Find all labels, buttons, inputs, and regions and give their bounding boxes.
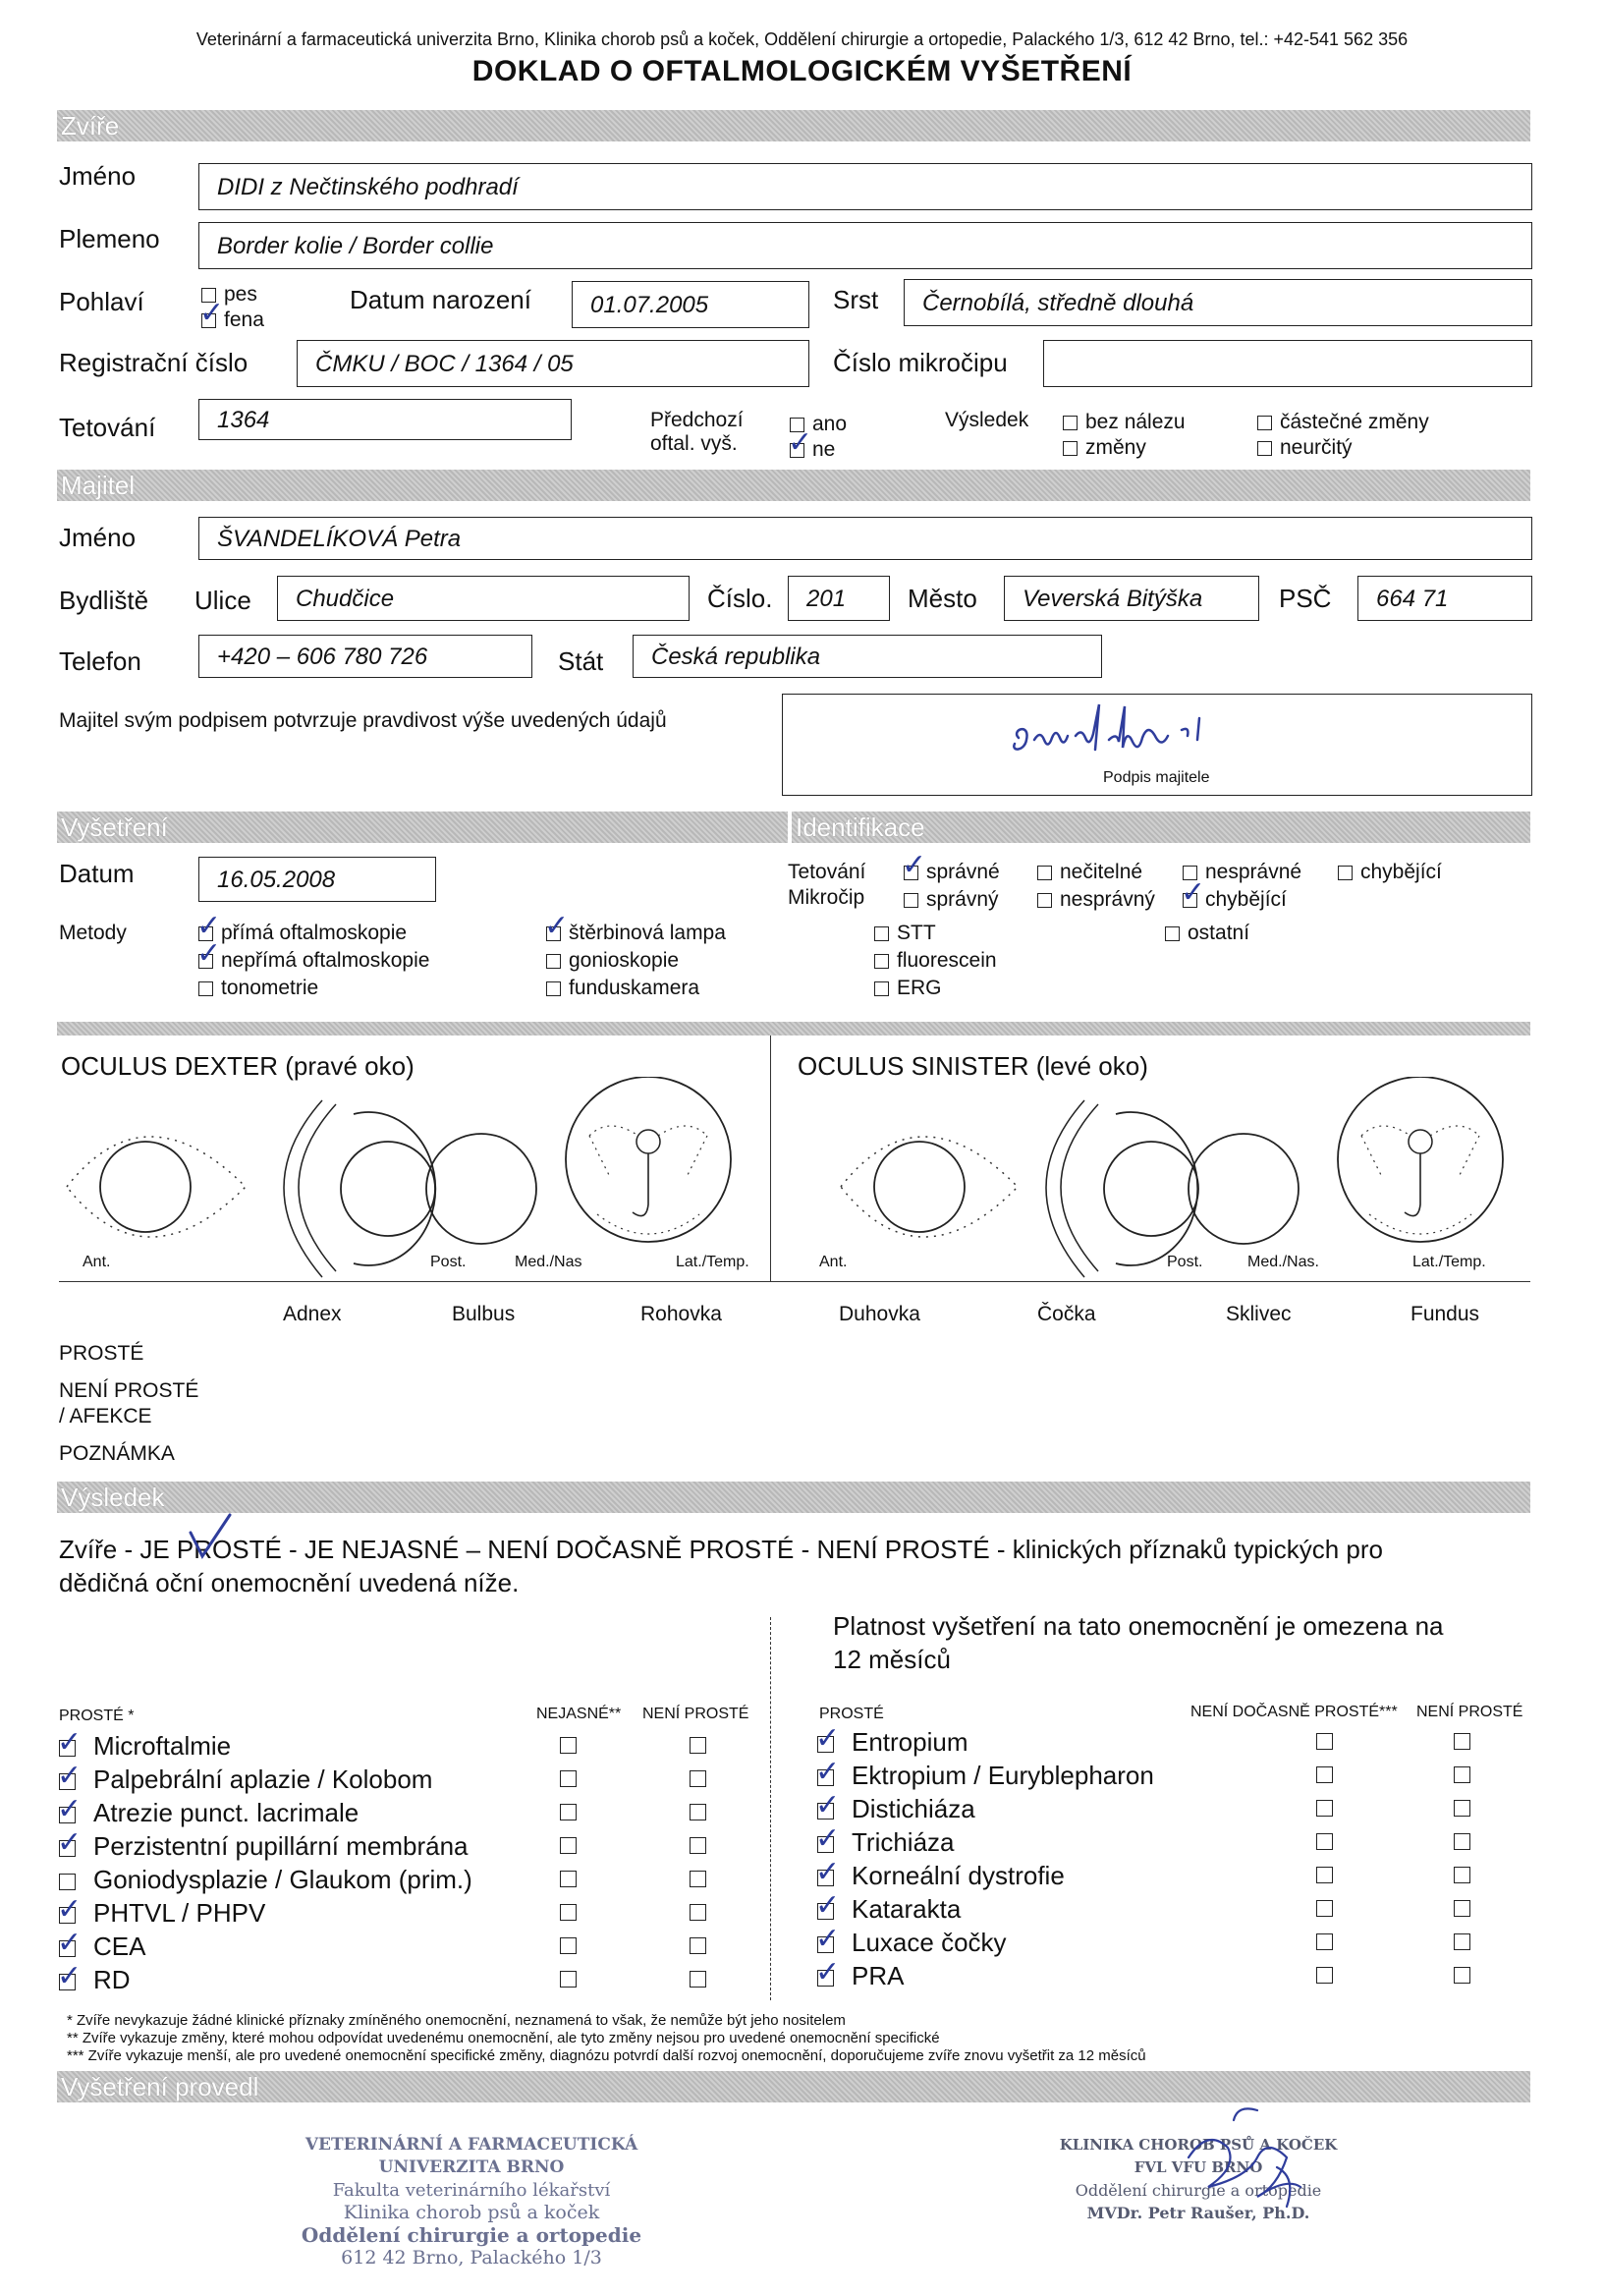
method-other[interactable]: ostatní xyxy=(1165,920,1249,946)
right-post-label: Post. xyxy=(430,1254,467,1270)
disease-row[interactable]: ✓Perzistentní pupillární membrána xyxy=(59,1829,766,1863)
disease-row[interactable]: ✓Atrezie punct. lacrimale xyxy=(59,1796,766,1829)
reg-label: Registrační číslo xyxy=(59,348,249,377)
method-fundus-camera[interactable]: funduskamera xyxy=(546,975,699,1001)
right-lattemp-label: Lat./Temp. xyxy=(676,1254,749,1270)
row-note: POZNÁMKA xyxy=(59,1442,175,1465)
chip-field[interactable] xyxy=(1043,340,1532,387)
number-field[interactable]: 201 xyxy=(788,576,890,621)
method-direct-ophthalmoscopy[interactable]: ✓ přímá oftalmoskopie xyxy=(198,920,407,946)
disease-row[interactable]: Goniodysplazie / Glaukom (prim.) xyxy=(59,1863,766,1896)
city-label: Město xyxy=(908,584,977,613)
row-free: PROSTÉ xyxy=(59,1342,144,1365)
disease-row[interactable]: ✓Distichiáza xyxy=(817,1792,1530,1825)
ident-chip-missing[interactable]: ✓ chybějící xyxy=(1183,886,1287,913)
validity-text-2: 12 měsíců xyxy=(833,1645,951,1674)
address-label: Bydliště xyxy=(59,586,149,615)
ident-tattoo-correct[interactable]: ✓správné xyxy=(904,859,1000,885)
result-option-no-findings[interactable]: bez nálezu xyxy=(1063,409,1186,435)
right-ant-label: Ant. xyxy=(83,1254,111,1270)
owner-signature-mark xyxy=(1007,700,1301,769)
disease-row[interactable]: ✓Luxace čočky xyxy=(817,1926,1530,1959)
result-statement: Zvíře - JE PROSTÉ - JE NEJASNÉ – NENÍ DOČASNĚ PROSTÉ - NENÍ PROSTÉ - klinických příznaků typických pro xyxy=(59,1535,1383,1564)
reg-field[interactable]: ČMKU / BOC / 1364 / 05 xyxy=(297,340,809,387)
section-performed-by: Vyšetření provedl xyxy=(57,2071,1530,2102)
ident-chip-correct[interactable]: správný xyxy=(904,886,999,913)
validity-text-1: Platnost vyšetření na tato onemocnění je omezena na xyxy=(833,1611,1444,1641)
disease-row[interactable]: ✓RD xyxy=(59,1963,766,1996)
footnote-3: *** Zvíře vykazuje menší, ale pro uvedené onemocnění specifické změny, diagnózu potvrdí další rozvoj onemocnění, doporučujeme zvíře znovu vyšetřit za 12 měsíců xyxy=(67,2047,1146,2064)
disease-row[interactable]: ✓Microftalmie xyxy=(59,1729,766,1763)
right-eye-title: OCULUS DEXTER (pravé oko) xyxy=(61,1051,415,1081)
result-label: Výsledek xyxy=(945,409,1029,431)
method-slit-lamp[interactable]: ✓štěrbinová lampa xyxy=(546,920,726,946)
tattoo-label: Tetování xyxy=(59,413,156,442)
left-lattemp-label: Lat./Temp. xyxy=(1412,1254,1486,1270)
zip-field[interactable]: 664 71 xyxy=(1357,576,1532,621)
signature-caption: Podpis majitele xyxy=(1103,769,1210,786)
left-col-notfree: NENÍ PROSTÉ xyxy=(642,1706,749,1722)
left-post-label: Post. xyxy=(1167,1254,1203,1270)
left-eye-title: OCULUS SINISTER (levé oko) xyxy=(798,1051,1148,1081)
col-fundus: Fundus xyxy=(1410,1303,1480,1325)
section-exam: Vyšetření xyxy=(57,812,788,843)
sex-label: Pohlaví xyxy=(59,287,144,316)
left-col-free: PROSTÉ * xyxy=(59,1708,135,1724)
eye-section-band xyxy=(57,1022,1530,1036)
right-col-notfree: NENÍ PROSTÉ xyxy=(1416,1704,1523,1720)
coat-field[interactable]: Černobílá, středně dlouhá xyxy=(904,279,1532,326)
left-eye-diagram[interactable] xyxy=(821,1077,1528,1283)
ident-chip-label: Mikročip xyxy=(788,886,865,909)
left-mednas-label: Med./Nas. xyxy=(1247,1254,1319,1270)
result-statement-2: dědičná oční onemocnění uvedená níže. xyxy=(59,1568,520,1597)
method-fluorescein[interactable]: fluorescein xyxy=(874,947,997,974)
exam-date-field[interactable]: 16.05.2008 xyxy=(198,857,436,902)
right-col-tempnot: NENÍ DOČASNĚ PROSTÉ*** xyxy=(1190,1704,1398,1720)
disease-row[interactable]: ✓Korneální dystrofie xyxy=(817,1859,1530,1892)
stamp-university: VETERINÁRNÍ A FARMACEUTICKÁ UNIVERZITA BRNO Fakulta veterinárního lékařství Klinika chorob psů a koček Oddělení chirurgie a ortopedie 612 42 Brno, Palackého 1/3 xyxy=(301,2135,642,2268)
footnote-1: * Zvíře nevykazuje žádné klinické příznaky zmíněného onemocnění, neznamená to však, že nemůže být jeho nositelem xyxy=(67,2012,846,2029)
number-label: Číslo. xyxy=(707,584,773,613)
ident-tattoo-incorrect[interactable]: nesprávné xyxy=(1183,859,1301,885)
ident-tattoo-illegible[interactable]: nečitelné xyxy=(1037,859,1142,885)
method-stt[interactable]: STT xyxy=(874,920,936,946)
right-eye-diagram[interactable] xyxy=(59,1077,766,1283)
result-free-checkmark xyxy=(187,1513,236,1562)
col-iris: Duhovka xyxy=(839,1303,920,1325)
section-result: Výsledek xyxy=(57,1482,1530,1513)
result-option-undetermined[interactable]: neurčitý xyxy=(1257,434,1353,461)
owner-signature-box[interactable] xyxy=(782,694,1532,796)
right-mednas-label: Med./Nas xyxy=(515,1254,582,1270)
method-erg[interactable]: ERG xyxy=(874,975,942,1001)
result-divider xyxy=(770,1617,771,2000)
col-vitreous: Sklivec xyxy=(1226,1303,1292,1325)
city-field[interactable]: Veverská Bitýška xyxy=(1004,576,1259,621)
dob-label: Datum narození xyxy=(350,285,531,314)
prev-option-no[interactable]: ✓ne xyxy=(790,436,835,463)
disease-row[interactable]: ✓PHTVL / PHPV xyxy=(59,1896,766,1930)
disease-row[interactable]: ✓PRA xyxy=(817,1959,1530,1992)
left-disease-list xyxy=(59,1729,766,1996)
examiner-signature-mark xyxy=(1130,2099,1346,2226)
animal-name-field[interactable]: DIDI z Nečtinského podhradí xyxy=(198,163,1532,210)
phone-label: Telefon xyxy=(59,646,141,676)
col-bulbus: Bulbus xyxy=(452,1303,516,1325)
col-adnex: Adnex xyxy=(283,1303,342,1325)
eye-divider xyxy=(770,1036,771,1281)
ident-tattoo-missing[interactable]: chybějící xyxy=(1338,859,1442,885)
method-gonioscopy[interactable]: gonioskopie xyxy=(546,947,679,974)
row-not-free: NENÍ PROSTÉ xyxy=(59,1379,199,1402)
disease-row[interactable]: ✓Trichiáza xyxy=(817,1825,1530,1859)
sex-option-male[interactable]: pes xyxy=(201,281,257,308)
owner-name-field[interactable]: ŠVANDELÍKOVÁ Petra xyxy=(198,517,1532,560)
result-option-changes[interactable]: změny xyxy=(1063,434,1146,461)
owner-name-label: Jméno xyxy=(59,523,137,552)
chip-label: Číslo mikročipu xyxy=(833,348,1008,377)
disease-row[interactable]: ✓Entropium xyxy=(817,1725,1530,1759)
exam-date-label: Datum xyxy=(59,859,135,888)
checkbox-female xyxy=(201,313,216,328)
owner-confirm-text: Majitel svým podpisem potvrzuje pravdivost výše uvedených údajů xyxy=(59,709,667,732)
coat-label: Srst xyxy=(833,285,879,314)
zip-label: PSČ xyxy=(1279,584,1332,613)
section-animal: Zvíře xyxy=(57,110,1530,141)
disease-row[interactable]: ✓Palpebrální aplazie / Kolobom xyxy=(59,1763,766,1796)
dob-field[interactable]: 01.07.2005 xyxy=(572,281,809,328)
street-label: Ulice xyxy=(194,586,251,615)
ident-tattoo-label: Tetování xyxy=(788,861,866,883)
prev-exam-label: Předchozí oftal. vyš. xyxy=(650,409,744,455)
stamp-clinic: KLINIKA CHOROB PSŮ A KOČEK FVL VFU BRNO Oddělení chirurgie a ortopedie MVDr. Petr Raušer, Ph.D. xyxy=(1059,2136,1338,2222)
result-option-partial[interactable]: částečné změny xyxy=(1257,409,1429,435)
footnote-2: ** Zvíře vykazuje změny, které mohou odpovídat uvedenému onemocnění, ale tyto změny nejsou pro uvedené onemocnění specifické xyxy=(67,2030,940,2046)
method-tonometry[interactable]: tonometrie xyxy=(198,975,318,1001)
left-ant-label: Ant. xyxy=(819,1254,848,1270)
methods-label: Metody xyxy=(59,922,127,944)
col-lens: Čočka xyxy=(1037,1303,1096,1325)
section-identification: Identifikace xyxy=(792,812,1530,843)
disease-row[interactable]: ✓CEA xyxy=(59,1930,766,1963)
sex-option-female[interactable]: ✓fena xyxy=(201,307,264,333)
eye-diagram-baseline xyxy=(59,1281,1530,1282)
row-affection: / AFEKCE xyxy=(59,1405,152,1428)
left-col-unclear: NEJASNÉ** xyxy=(536,1706,622,1722)
right-col-free: PROSTÉ xyxy=(819,1706,884,1722)
country-field[interactable]: Česká republika xyxy=(633,635,1102,678)
method-indirect-ophthalmoscopy[interactable]: ✓nepřímá oftalmoskopie xyxy=(198,947,429,974)
animal-name-label: Jméno xyxy=(59,161,137,191)
institution-line: Veterinární a farmaceutická univerzita Brno, Klinika chorob psů a koček, Oddělení chirurgie a ortopedie, Palackého 1/3, 612 42 Brno, tel.: +42-541 562 356 xyxy=(195,29,1409,49)
prev-option-yes[interactable]: ano xyxy=(790,411,847,437)
disease-row[interactable]: ✓Ektropium / Euryblepharon xyxy=(817,1759,1530,1792)
street-field[interactable]: Chudčice xyxy=(277,576,690,621)
right-disease-list xyxy=(817,1725,1530,1992)
ident-chip-incorrect[interactable]: nesprávný xyxy=(1037,886,1155,913)
document-title: DOKLAD O OFTALMOLOGICKÉM VYŠETŘENÍ xyxy=(471,55,1133,87)
phone-field[interactable]: +420 – 606 780 726 xyxy=(198,635,532,678)
col-cornea: Rohovka xyxy=(640,1303,722,1325)
disease-row[interactable]: ✓Katarakta xyxy=(817,1892,1530,1926)
section-owner: Majitel xyxy=(57,470,1530,501)
tattoo-field[interactable]: 1364 xyxy=(198,399,572,440)
country-label: Stát xyxy=(558,646,604,676)
breed-label: Plemeno xyxy=(59,224,160,253)
breed-field[interactable]: Border kolie / Border collie xyxy=(198,222,1532,269)
